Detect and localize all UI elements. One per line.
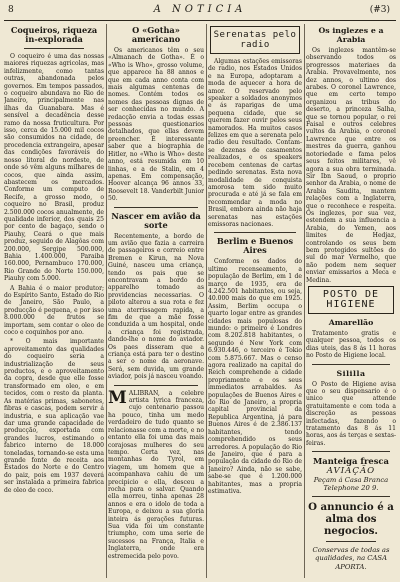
section-box-heading: Serenatas pelo radio [210, 26, 300, 54]
column-2 [108, 24, 204, 580]
ad-line: Peçam á Casa Branca Telephone 20 9. [313, 476, 389, 493]
ad-title: O annuncio é a alma dos negocios. [308, 501, 394, 538]
header-rule [4, 20, 396, 21]
article-text: ALIBRAN, a celebre artista lyrica franceza, cujo centenario passou ha pouco, tinha um medo verdadeiro de tudo quanto se relacionasse com a morte, e no entanto ella foi uma das mais corajosas mulheres do seu tempo. Certa vez, nas montanhas do Tyrol, em viagem, um homem que a acompanhava cahiu de um precipicio e ella, desceu a rocha para o salvar. Quando ella morreu, tinha apenas 28 annos e era o idolo de toda a Europa, e deixou a sua gloria inteira ás gerações futuras. Sua vida foi um constante triumpho, com uma serie de sucessos na França, Italia e Inglaterra, onde era estremecida pelo povo. [108, 389, 204, 560]
ad-title: Manteiga fresca [313, 456, 389, 467]
article-paragraph: Recentemente, a bordo de um avião que fazia a carreira de passageiros e correio entre Bremen e Kirun, na Nova Guiné, nasceu uma criança, tendo os pais que se encontravam a bordo do apparelho tomado as providencias necessarias. O piloto alterou a sua rota e fez uma aterrissagem rapida, a fim de que a mãe fosse conduzida a um hospital, onde a criança foi registrada, dando-lhe o nome do aviador. Os paes disseram que a criança está para ter o destino a ser o nome da aeronave. Será, sem duvida, um grande aviador, pois já nasceu voando. [108, 232, 204, 381]
article-headline: Os inglezes e a Arabia [318, 26, 384, 44]
drop-cap: M [108, 387, 127, 408]
column-divider [106, 24, 107, 578]
article-paragraph: Os americanos têm o seu «Almanach de Gotha». É o «Who is Who», grosso volume, que apparece ha 88 annos e que em cada anno conta com mais algumas centenas de nomes. Contém todos os nomes das pessoas dignas de ser conhecidas no mundo. A redacção envia a todas essas pessoas questionarios detalhados, que ellas devem preencher. É interessante saber que a biographia de Hitler, no «Who is Who» deste anno, está resumida em 10 linhas, e a de Stalin, em 4 apenas. Em compensação, Hoover alcança 96 annos 33, Roosevelt 18. Vanderbilt Junior 50. [108, 47, 204, 203]
divider [214, 232, 296, 233]
ad-line: Conservas de todas as qualidades, na CASA APORTA. [312, 546, 390, 571]
column-divider [304, 24, 305, 578]
divider [312, 364, 390, 365]
divider [312, 451, 390, 452]
column-3 [208, 24, 302, 580]
article-paragraph: * O mais importante aproveitamento das qualidades do coqueiro seria a industrialização de seus productos, e o aproveitamento da copra, desde que elle fosse transformado em oleo, e em tecidos, com o resto da planta. As matérias primas, sabonetes, fibras e cascas, podem servir á industria, e sua aplicação vae dar uma grande capacidade de producção, exportada com grandes lucros, estimando o fabrico interno de 18.000 toneladas, tornando-se esta uma grande fonte de receita aos Estados do Norte e do Centro do paiz, pois em 1937 deverá ser instalada a primeira fabrica de oleo de coco. [4, 338, 104, 494]
divider [312, 496, 390, 497]
article-paragraph: O coqueiro é uma das nossas maiores riquezas agricolas, mas infelizmente, como tantas outras, abandonada pelos governos. Em tempos passados, o coqueiro abundava no Rio de Janeiro, principalmente nas ilhas da Guanabara. Mas é sensível a decadência desse ramo da nossa fruticultura. Por isso, cerca de 15.000 mil cocos são consumidos na cidade, de procedencia extrangeira, apesar das condições favoráveis do nosso litoral do nordeste, de onde só vêm alguns milhares de cocos, que ainda assim, abastecem os mercados. Conforme um computo de Recife, a grosso modo, o coqueiro no Brasil, produz 2.500.000 cocos anualmente, de qualidade inferior, dos quais 25 por cento de bagaço, sendo o Piauhy, Ceará o que mais produz, seguido de Alagôas com 200.000, Sergipe 500.000, Bahia 1.400.000, Paraiba 160.000, Pernambuco 170.000, Rio Grande do Norte 150.000, Piauhy com 5.000. [4, 53, 104, 283]
header-mark: (#3) [369, 5, 390, 15]
ad-line: AVIAÇÃO [326, 466, 376, 477]
article-headline: O «Gotha» americano [131, 25, 181, 44]
article-headline: Berlim e Buenos Aires [216, 236, 294, 256]
article-paragraph: Algumas estações emissoras de radio, nos Estados Unidos e na Europa, adoptaram a moda de aquecer a hora de amor. O reservado pelo speaker a soldados anonymos e ás raparigas de uma pequena cidade, que se querem fazer ouvir pelos seus namorados. Ha muitos casos felizes em que a serenata pelo radio deu resultado. Contam-se dezenas de casamentos realizados, e os speakers recebem centenas de cartas pedindo serenatas. Esta nova modalidade de conquista amorosa tem sido muito procurada e até já se fala em recommendar a moda no Brasil, embora ainda não haja serenatas nas estações emissoras nacionaes. [208, 58, 302, 228]
article-headline: Amarellão [328, 318, 374, 327]
page-header [0, 0, 400, 22]
divider [114, 385, 198, 386]
article-paragraph: Conforme os dados do ultimo recenseamento, a população de Berlim, em 1 de março de 1935, era de 4.242.501 habitantes, ou seja, 40.000 mais do que em 1925. Assim, Berlim occupa o quarto logar entre as grandes cidades mais populosas do mundo: o primeiro é Londres com 8.202.818 habitantes, o segundo é New York com 6.930.446, o terceiro é Tokio com 5.875.667. Mas o censo agora realizado na capital do Reich comprehende a cidade propriamente e os seus immediatos arrabaldes. As populações de Buenos Aires e do Rio de Janeiro, a propria capital provincial da Republica Argentina, já para Buenos Aires é de 2.386.137 habitantes, tendo comprehendido os seus arredores. A população do Rio de Janeiro, que é para a população da cidade do Rio de Janeiro? Ainda, não se sabe, sabe-se que é 1.200.000 habitantes, mas a propria estimativa. [208, 258, 302, 495]
article-paragraph: O Posto de Higiene avisa que o seu dispensario é o unico que attende gratuitamente e com toda a discreção as pessoas infectadas, fazendo o tratamento das 8 ás 11 horas, aos ás terças e sextas-feiras. [306, 380, 396, 447]
column-4 [306, 24, 396, 580]
article-headline: Coqueiros, riqueza in-explorada [10, 25, 98, 44]
divider [114, 207, 198, 208]
advertisement [306, 456, 396, 492]
article-headline: Nascer em avião da sorte [111, 210, 201, 230]
article-headline: Sililla [336, 368, 366, 378]
newspaper-name: A NOTICIA [153, 4, 247, 15]
section-box-heading: POSTO DE HIGIENE [308, 286, 394, 314]
page-number: 8 [8, 5, 14, 15]
article-paragraph: Os inglezes mantêm-se observando todos os progressos materiaes da Arabia. Provavelmente, nos dez annos, o ultimo dos arabes. O coronel Lawrence, que em certo tempo organizou as tribus do deserto, a princeza Salha, que se tornou popular, o rei Faisal e outros celebres vultos da Arabia, o coronel Lawrence que entre os mestres da guerra, ganhou notoriedade e fama pelos seus feitos militares, vê agora a sua obra terminada. Sir Ibn Saoud, o proprio senhor da Arabia, o nome de Arabia Saudita, mantem relações com a Inglaterra, que o reconhece e respeita. Os inglezes, por sua vez, estendem a sua influencia a Arabia, do Yemen, aos limites de Hedjaz, controlando os seus bem bem protegidos sultões do sul do mar Vermelho, que não podem nem sequer enviar emissarios a Meca e Medina. [306, 47, 396, 284]
article-paragraph: A Bahia é o maior produtor; do Espírito Santo, Estado do Rio de Janeiro, São Paulo, a producção é pequena, e por isso 8.000.000 de frutos se importam, sem contar o oleo de coco e coquinhos por ano. [4, 284, 104, 337]
article-paragraph: Tratamento gratis e qualquer pessoa, todos os dias uteis, das 8 ás 11 horas no Posto de Higiene local. [306, 330, 396, 360]
article-paragraph [108, 387, 204, 560]
divider [326, 541, 376, 542]
column-divider [206, 24, 207, 578]
divider [24, 48, 84, 49]
column-1 [4, 24, 104, 580]
advertisement [306, 501, 396, 571]
